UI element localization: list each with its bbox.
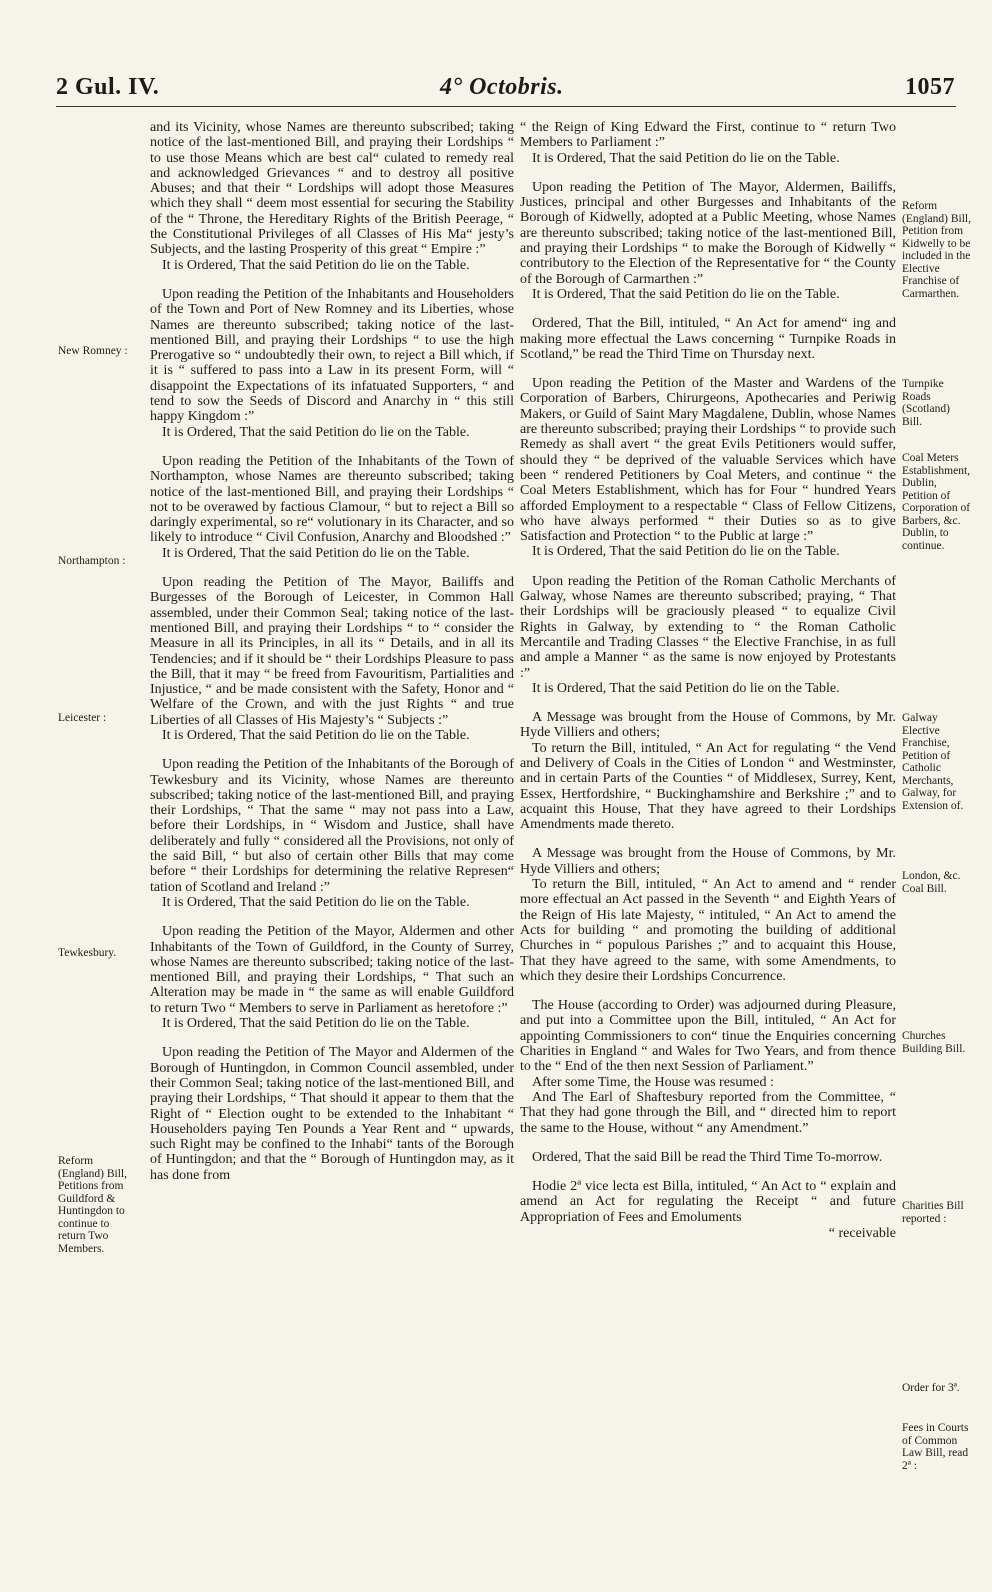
entry-paragraph: Hodie 2ª vice lecta est Billa, intituled, “ An Act to “ explain and amend an Act for regulating the Receipt “ and future Appropriation of Fees and Emoluments	[520, 1179, 896, 1225]
right-column	[520, 120, 896, 1241]
order-paragraph: It is Ordered, That the said Petition do lie on the Table.	[162, 424, 470, 440]
order-paragraph: It is Ordered, That the said Petition do lie on the Table.	[532, 150, 840, 166]
margin-note-coal-bill: London, &c. Coal Bill.	[902, 870, 961, 895]
entry-paragraph: “ the Reign of King Edward the First, continue to “ return Two Members to Parliament :”	[520, 120, 896, 151]
order-paragraph: It is Ordered, That the said Petition do lie on the Table.	[532, 286, 840, 302]
regnal-year: 2 Gul. IV.	[56, 74, 160, 100]
entry-paragraph: Upon reading the Petition of the Mayor, Aldermen and other Inhabitants of the Town of Guildford, in the County of Surrey, whose Names are thereunto subscribed; taking notice of the last-mentioned Bill, and praying their Lordships, “ That such an Alteration may be made in “ the same as will enable Guildford to return Two “ Members to serve in Parliament as heretofore :”	[150, 924, 514, 1016]
entry-paragraph: Upon reading the Petition of the Inhabitants of the Town of Northampton, whose Names are thereunto subscribed; taking notice of the last-mentioned Bill, and praying their Lordships “ not to be overawed by factious Clamour, “ but to reject a Bill so daringly experimental, so re“ volutionary in its Character, and so likely to introduce “ Civil Confusion, Anarchy and Bloodshed :”	[150, 453, 514, 546]
order-paragraph: It is Ordered, That the said Petition do lie on the Table.	[162, 894, 470, 910]
margin-note-order-third: Order for 3ª.	[902, 1382, 960, 1394]
entry-paragraph: Upon reading the Petition of the Inhabitants and Householders of the Town and Port of New Romney and its Liberties, whose Names are thereunto subscribed; taking notice of the last-mentioned Bill, and praying their Lordships “ to use the high Prerogative so “ undoubtedly their own, to reject a Bill which, if it is “ suffered to pass into a Law in its present Form, will “ disappoint the Expectations of its infatuated Supporters, “ and tend to sow the Seeds of Discord and Anarchy in “ this still happy Kingdom :”	[150, 286, 514, 425]
order-paragraph: And The Earl of Shaftesbury reported from the Committee, “ That they had gone through the Bill, and “ directed him to report the same to the House, without “ any Amendment.”	[520, 1089, 896, 1136]
margin-note-fees-bill: Fees in Courts of Common Law Bill, read 2ª :	[902, 1422, 969, 1472]
margin-note-kidwelly: Reform (England) Bill, Petition from Kidwelly to be included in the Elective Franchise of Carmarthen.	[902, 200, 971, 300]
entry-paragraph: The House (according to Order) was adjourned during Pleasure, and put into a Committee upon the Bill, intituled, “ An Act for appointing Commissioners to con“ tinue the Enquiries concerning Charities in England “ and Wales for Two Years, and from thence to the “ End of the then next Session of Parliament.”	[520, 998, 896, 1075]
entry-paragraph: Upon reading the Petition of The Mayor and Aldermen of the Borough of Huntingdon, in Common Council assembled, under their Common Seal; taking notice of the last-mentioned Bill, and praying their Lordships, “ That should it appear to them that the Right of “ Election ought to be extended to the Inhabitant “ Householders paying Ten Pounds a Year Rent and “ upwards, such Right may be confined to the Inhabi“ tants of the Borough of Huntingdon; and that the “ Borough of Huntingdon may, as it has done from	[150, 1045, 514, 1183]
margin-note-northampton: Northampton :	[58, 555, 126, 567]
order-paragraph: It is Ordered, That the said Petition do lie on the Table.	[162, 1016, 470, 1032]
entry-paragraph: Upon reading the Petition of The Mayor, Aldermen, Bailiffs, Justices, principal and other Burgesses and Inhabitants of the Borough of Kidwelly, adopted at a Public Meeting, whose Names are thereunto subscribed; taking notice of the last-mentioned Bill, and praying their Lordships “ to make the Borough of Kidwelly “ contributory to the Election of the Representative for “ the County of the Borough of Carmarthen :”	[520, 179, 896, 287]
margin-note-charities: Charities Bill reported :	[902, 1200, 964, 1225]
margin-note-leicester: Leicester :	[58, 712, 107, 724]
entry-paragraph: A Message was brought from the House of Commons, by Mr. Hyde Villiers and others;	[520, 710, 896, 741]
margin-note-new-romney: New Romney :	[58, 345, 128, 357]
order-paragraph: It is Ordered, That the said Petition do lie on the Table.	[162, 257, 470, 273]
order-paragraph: It is Ordered, That the said Petition do lie on the Table.	[532, 680, 840, 696]
entry-paragraph: Ordered, That the said Bill be read the Third Time To-morrow.	[532, 1149, 883, 1165]
margin-note-tewkesbury: Tewkesbury.	[58, 947, 117, 959]
order-paragraph: To return the Bill, intituled, “ An Act for regulating “ the Vend and Delivery of Coals in the Cities of London “ and Westminster, and in certain Parts of the Counties “ of Middlesex, Surrey, Kent, Essex, Hertfordshire, “ Buckinghamshire and Berkshire ;” and to acquaint this House, That they have agreed to their Lordships Amendments made thereto.	[520, 740, 896, 833]
entry-paragraph: and its Vicinity, whose Names are thereunto subscribed; taking notice of the last-mentioned Bill, and praying their Lordships “ to use those Means which are best cal“ culated to remedy real and acknowledged Grievances “ and to destroy all positive Abuses; and that their “ Lordships will adopt those Measures which they shall “ deem most essential for securing the Stability of the “ Throne, the Hereditary Rights of the British Peerage, “ the Constitutional Privileges of all Classes of His Ma“ jesty’s Subjects, and the lasting Prosperity of this great “ Empire :”	[150, 120, 514, 258]
margin-note-guildford-huntingdon: Reform (England) Bill, Petitions from Guildford & Huntingdon to continue to return Two Members.	[58, 1155, 127, 1255]
margin-note-coal-meters: Coal Meters Establishment, Dublin, Petition of Corporation of Barbers, &c. Dublin, to continue.	[902, 452, 971, 552]
entry-paragraph: Ordered, That the Bill, intituled, “ An Act for amend“ ing and making more effectual the Laws concerning “ Turnpike Roads in Scotland,” be read the Third Time on Thursday next.	[520, 316, 896, 362]
order-paragraph: It is Ordered, That the said Petition do lie on the Table.	[162, 545, 470, 561]
page-number: 1057	[905, 74, 955, 100]
entry-paragraph: Upon reading the Petition of the Roman Catholic Merchants of Galway, whose Names are thereunto subscribed; praying, “ That their Lordships will be graciously pleased “ to equalize Civil Rights in Galway, by extending to “ the Roman Catholic Mercantile and Trading Classes “ the Elective Franchise, in as full and ample a Manner “ as the same is now enjoyed by Protestants :”	[520, 573, 896, 681]
margin-note-churches: Churches Building Bill.	[902, 1030, 966, 1055]
header-rule	[56, 106, 956, 107]
margin-note-turnpike: Turnpike Roads (Scotland) Bill.	[902, 378, 950, 428]
entry-paragraph: Upon reading the Petition of The Mayor, Bailiffs and Burgesses of the Borough of Leicester, in Common Hall assembled, under their Common Seal; taking notice of the last-mentioned Bill, and praying their Lordships “ to “ consider the Measure in all its Principles, in all its “ Details, and in all its Tendencies; and if it should be “ their Lordships Pleasure to pass the Bill, that it may “ be freed from Favouritism, Partialities and Injustice, “ and be made consistent with the Safety, Honor and “ Welfare of the Crown, and with the just Rights “ and true Liberties of all Classes of His Majesty’s “ Subjects :”	[150, 575, 514, 728]
catchword: “ receivable	[828, 1226, 896, 1241]
entry-paragraph: Upon reading the Petition of the Inhabitants of the Borough of Tewkesbury and its Vicinity, whose Names are thereunto subscribed; taking notice of the last-mentioned Bill, and praying their Lordships, “ That the same “ may not pass into a Law, before their Lordships, in “ Wisdom and Justice, shall have deliberately and fully “ considered all the Provisions, not only of the said Bill, “ but also of certain other Bills that may come before “ their Lordships for determining the relative Represen“ tation of Scotland and Ireland :”	[150, 757, 514, 895]
order-paragraph: It is Ordered, That the said Petition do lie on the Table.	[532, 544, 840, 560]
left-column	[150, 120, 514, 1183]
date-heading: 4° Octobris.	[440, 74, 564, 100]
order-paragraph: After some Time, the House was resumed :	[532, 1074, 774, 1090]
order-paragraph: It is Ordered, That the said Petition do lie on the Table.	[162, 727, 470, 743]
entry-paragraph: A Message was brought from the House of Commons, by Mr. Hyde Villiers and others;	[520, 846, 896, 877]
order-paragraph: To return the Bill, intituled, “ An Act to amend and “ render more effectual an Act passed in the Seventh “ and Eighth Years of the Reign of His late Majesty, “ intituled, “ An Act to amend the Acts for building “ and promoting the building of additional Churches in “ populous Parishes ;” and to acquaint this House, That they have agreed to the same, with some Amendments, to which they desire their Lordships Concurrence.	[520, 877, 896, 984]
margin-note-galway: Galway Elective Franchise, Petition of Catholic Merchants, Galway, for Extension of.	[902, 712, 964, 812]
entry-paragraph: Upon reading the Petition of the Master and Wardens of the Corporation of Barbers, Chirurgeons, Apothecaries and Periwig Makers, or Guild of Saint Mary Magdalene, Dublin, whose Names are thereunto subscribed; praying their Lordships “ to provide such Remedy as shall avert “ the great Evils Petitioners would suffer, should they “ be deprived of the valuable Services which have been “ rendered Petitioners by Coal Meters, and continue “ the Coal Meters Establishment, which has for Four “ hundred Years afforded Employment to a respectable “ Class of Fellow Citizens, who have always performed “ their Duties so as to give Satisfaction and Protection “ to the Public at large :”	[520, 376, 896, 545]
